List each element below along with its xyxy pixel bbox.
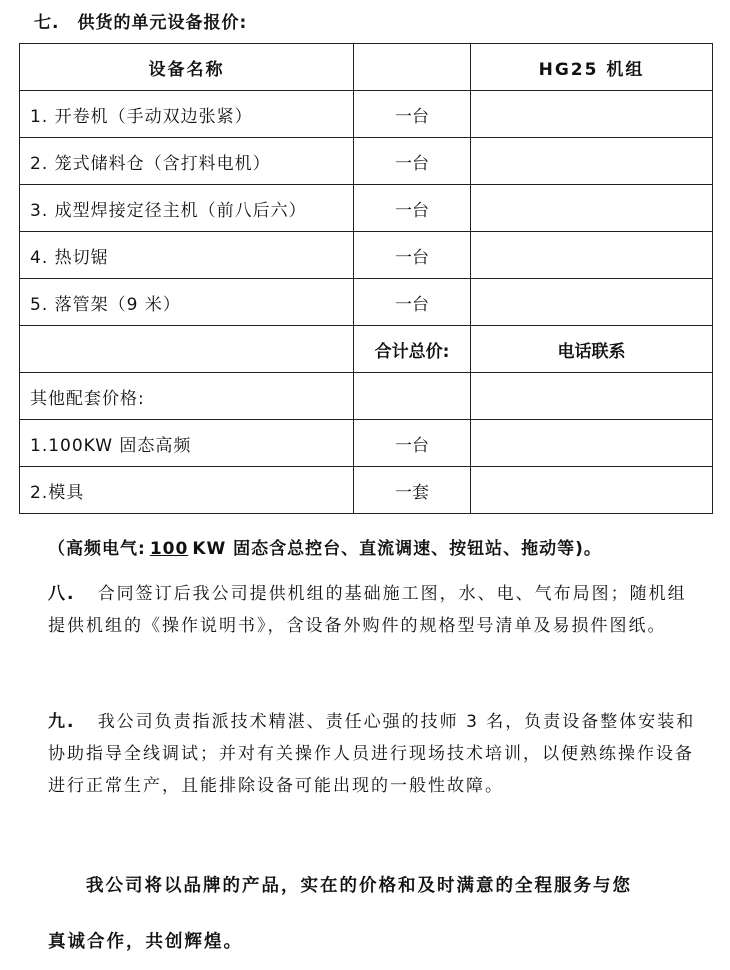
- table-row: [20, 420, 713, 467]
- item-price: [471, 279, 713, 326]
- item-qty: 一台: [354, 91, 471, 138]
- item-name: 3. 成型焊接定径主机（前八后六）: [20, 185, 354, 232]
- table-header-row: [20, 44, 713, 91]
- table-row: [20, 91, 713, 138]
- total-label: 合计总价:: [354, 326, 471, 373]
- item-qty: 一台: [354, 138, 471, 185]
- other-header: 其他配套价格:: [20, 373, 354, 420]
- item-name: 4. 热切锯: [20, 232, 354, 279]
- note-prefix: （高频电气:: [48, 539, 146, 559]
- item-qty: 一台: [354, 279, 471, 326]
- other-item-price: [471, 420, 713, 467]
- high-frequency-note: [48, 534, 602, 559]
- header-equipment-name: 设备名称: [20, 44, 354, 91]
- section-8-text: 合同签订后我公司提供机组的基础施工图，水、电、气布局图；随机组提供机组的《操作说明书》，含设备外购件的规格型号清单及易损件图纸。: [48, 584, 687, 636]
- total-blank: [20, 326, 354, 373]
- table-row: [20, 467, 713, 514]
- closing-line-1: 我公司将以品牌的产品，实在的价格和及时满意的全程服务与您: [86, 876, 632, 896]
- other-item-price: [471, 467, 713, 514]
- item-price: [471, 138, 713, 185]
- item-qty: 一台: [354, 185, 471, 232]
- table-row: [20, 185, 713, 232]
- item-price: [471, 232, 713, 279]
- note-suffix: KW 固态含总控台、直流调速、按钮站、拖动等)。: [192, 539, 602, 559]
- item-name: 2. 笼式储料仓（含打料电机）: [20, 138, 354, 185]
- other-item-qty: 一套: [354, 467, 471, 514]
- section-9: [48, 706, 698, 802]
- table-row: [20, 232, 713, 279]
- section-7-title: 七. 供货的单元设备报价:: [34, 13, 248, 33]
- item-name: 1. 开卷机（手动双边张紧）: [20, 91, 354, 138]
- section-9-text: 我公司负责指派技术精湛、责任心强的技师 3 名，负责设备整体安装和协助指导全线调试；并对有关操作人员进行现场技术培训，以便熟练操作设备进行正常生产，且能排除设备可能出现的一般性故障。: [48, 712, 696, 796]
- header-model: HG25 机组: [471, 44, 713, 91]
- section-8: [48, 578, 698, 642]
- other-item-name: 2.模具: [20, 467, 354, 514]
- section-8-label: 八.: [48, 584, 76, 604]
- other-item-name: 1.100KW 固态高频: [20, 420, 354, 467]
- quote-table: [19, 43, 713, 514]
- other-item-qty: 一台: [354, 420, 471, 467]
- total-row: [20, 326, 713, 373]
- section-9-label: 九.: [48, 712, 76, 732]
- item-name: 5. 落管架（9 米）: [20, 279, 354, 326]
- table-row: [20, 279, 713, 326]
- item-price: [471, 91, 713, 138]
- note-power-value: 100: [149, 539, 189, 559]
- item-qty: 一台: [354, 232, 471, 279]
- table-row: [20, 138, 713, 185]
- closing-statement: [48, 858, 708, 970]
- item-price: [471, 185, 713, 232]
- header-quantity: [354, 44, 471, 91]
- closing-line-2: 真诚合作，共创辉煌。: [48, 932, 243, 952]
- total-value: 电话联系: [471, 326, 713, 373]
- other-header-row: [20, 373, 713, 420]
